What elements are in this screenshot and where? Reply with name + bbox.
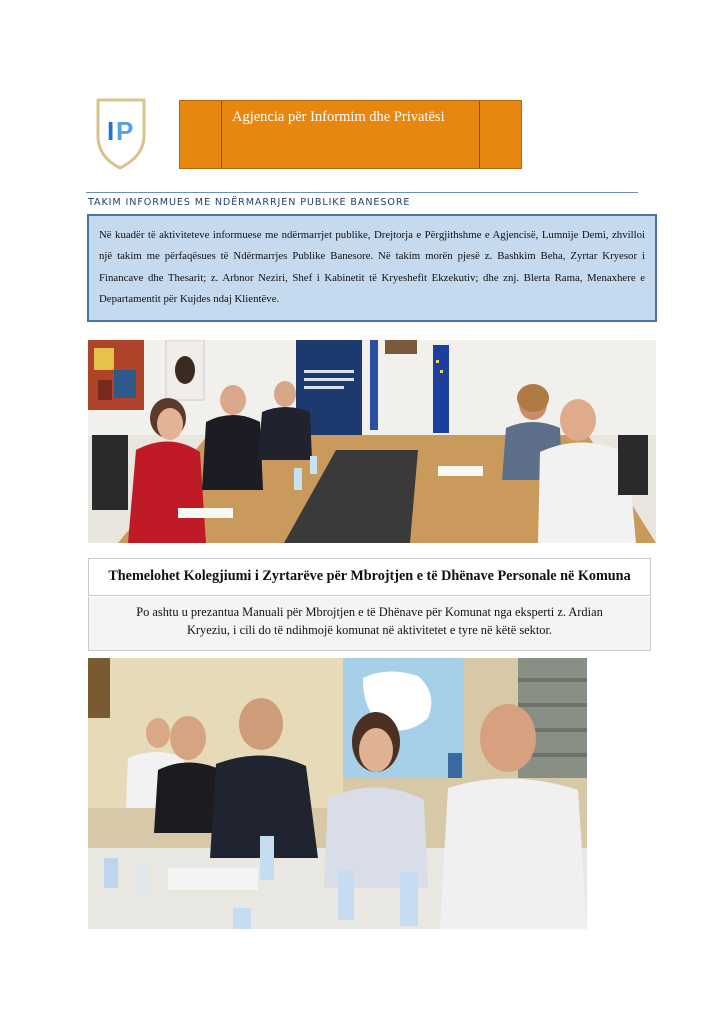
colleague-body: Po ashtu u prezantua Manuali për Mbrojtjen e të Dhënave për Komunat nga eksperti z. Ardian Kryeziu, i cili do të ndihmojë komunat në aktivitetet e tyre në këtë sektor.	[88, 597, 651, 651]
header-right-cell	[479, 101, 521, 168]
svg-text:I: I	[107, 116, 115, 146]
section-divider	[86, 192, 638, 193]
agency-title: Agjencia për Informim dhe Privatësi	[232, 109, 445, 125]
header-left-cell	[180, 101, 222, 168]
colleague-title: Themelohet Kolegjiumi i Zyrtarëve për Mbrojtjen e të Dhënave Personale në Komuna	[108, 568, 631, 584]
colleague-title-box	[88, 558, 651, 596]
header-banner	[179, 100, 522, 169]
section-heading: TAKIM INFORMUES ME NDËRMARRJEN PUBLIKE BANESORE	[88, 197, 411, 208]
meeting-photo	[88, 340, 656, 543]
seminar-photo	[88, 658, 587, 929]
intro-paragraph: Në kuadër të aktiviteteve informuese me ndërmarrjet publike, Drejtorja e Përgjithshme e Agjencisë, Lumnije Demi, zhvilloi një takim me përfaqësues të Ndërmarrjes Publike Banesore. Në takim morën pjesë z. Bashkim Beha, Zyrtar Kryesor i Financave dhe Thesarit; z. Arbnor Neziri, Shef i Kabinetit të Kryeshefit Ekzekutiv; dhe znj. Blerta Rama, Menaxhere e Departamentit për Kujdes ndaj Klientëve.	[87, 214, 657, 322]
svg-text:P: P	[116, 116, 134, 146]
agency-logo	[92, 96, 150, 170]
